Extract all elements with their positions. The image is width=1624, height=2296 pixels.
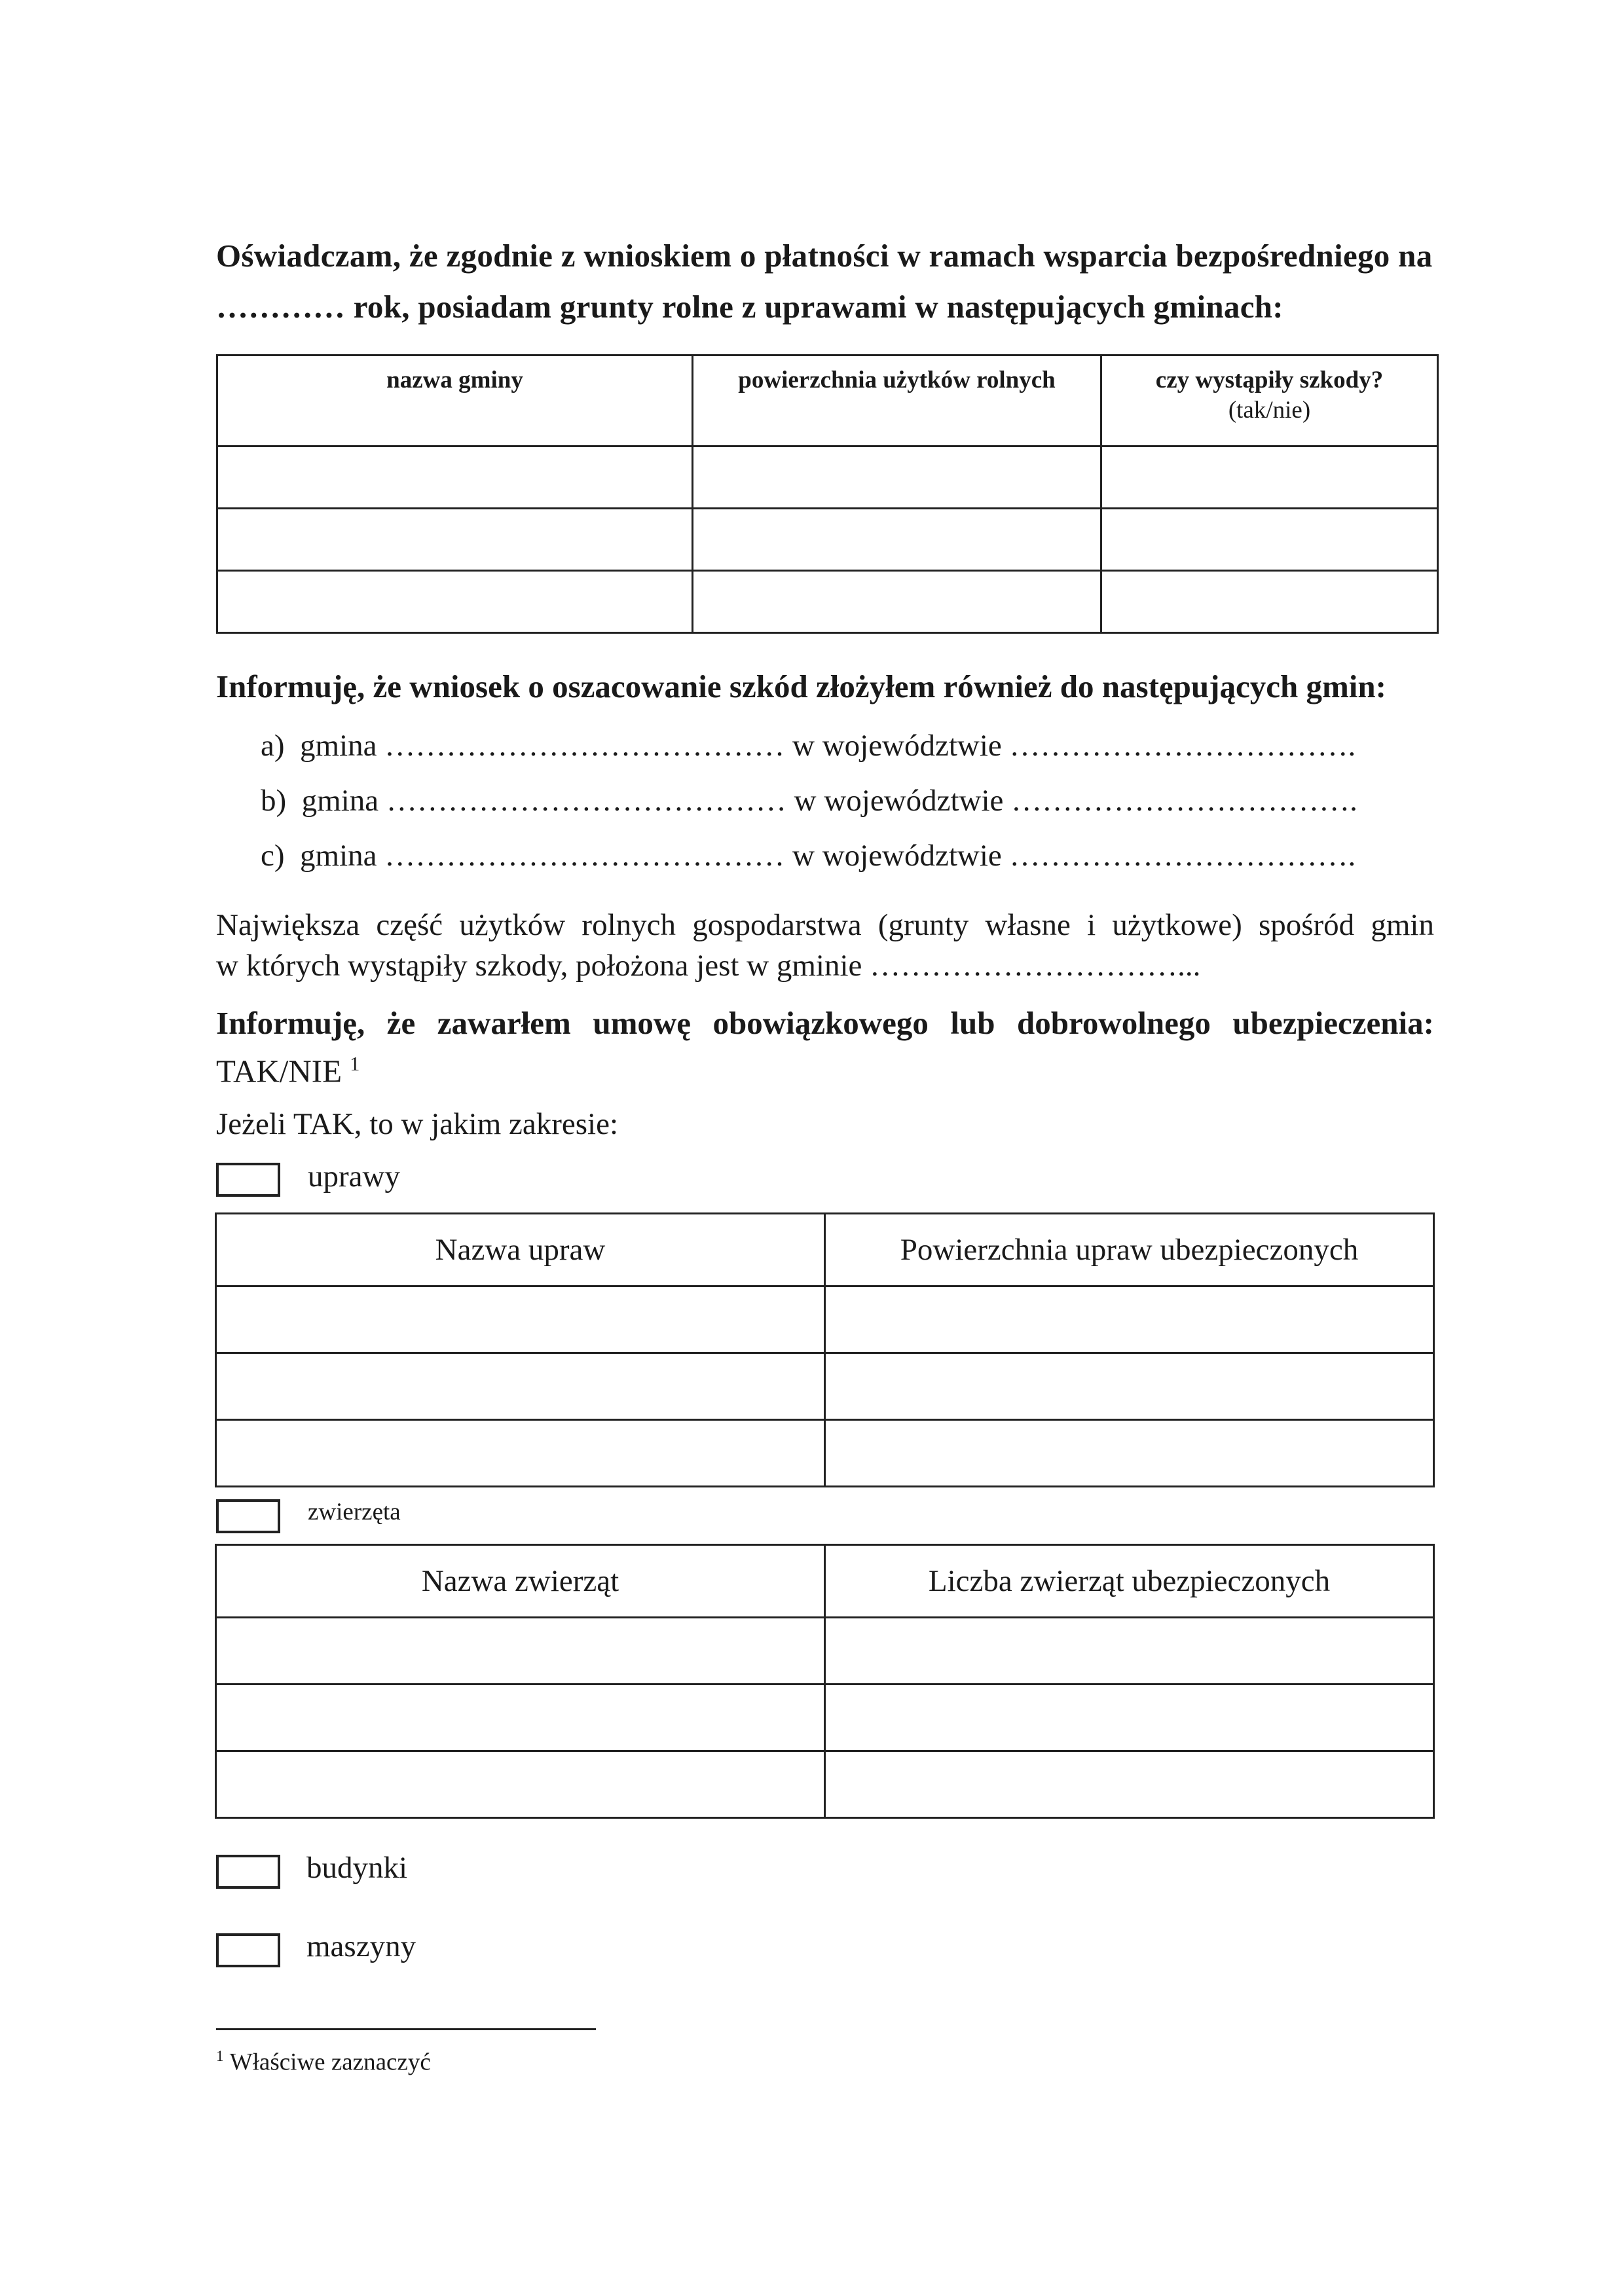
zwierze-count-cell[interactable]: [825, 1751, 1434, 1818]
table-row: [216, 1420, 1434, 1487]
ubezpieczenie-paragraph: [216, 1003, 1434, 1091]
uprawy-table: [215, 1212, 1435, 1487]
table-row: [216, 1618, 1434, 1685]
footnote-text: Właściwe zaznaczyć: [229, 2049, 431, 2076]
szkody-cell[interactable]: [1101, 509, 1438, 571]
item-woj-label: w województwie: [794, 784, 1004, 818]
gminy-table-header: [217, 355, 1438, 446]
gmina-name-cell[interactable]: [217, 509, 693, 571]
table-row: [216, 1353, 1434, 1420]
uprawy-label: uprawy: [308, 1159, 400, 1194]
header-liczba-zwierzat: Liczba zwierząt ubezpieczonych: [825, 1545, 1434, 1618]
uprawy-table-header: [216, 1214, 1434, 1286]
gminy-table: [216, 354, 1439, 634]
woj-fill-line[interactable]: …………………………….: [1009, 729, 1356, 763]
item-letter: c): [261, 839, 285, 873]
header-powierzchnia: powierzchnia użytków rolnych: [693, 355, 1101, 446]
table-row: [216, 1751, 1434, 1818]
najwieksza-line-2: w których wystąpiły szkody, położona jest w gminie …………………………...: [216, 949, 1201, 983]
list-item: [261, 728, 1356, 763]
header-nazwa-zwierzat: Nazwa zwierząt: [216, 1545, 825, 1618]
footnote-ref: 1: [350, 1053, 360, 1075]
uprawa-name-cell[interactable]: [216, 1353, 825, 1420]
gmina-fill-line[interactable]: …………………………………: [384, 839, 785, 873]
najwieksza-paragraph: [216, 905, 1434, 986]
uprawa-area-cell[interactable]: [825, 1286, 1434, 1353]
intro-line-1: Oświadczam, że zgodnie z wnioskiem o płatności w ramach wsparcia bezpośredniego na: [216, 238, 1433, 274]
table-row: [217, 446, 1438, 509]
footnote-mark: 1: [216, 2048, 224, 2064]
gmina-name-cell[interactable]: [217, 446, 693, 509]
item-letter: a): [261, 729, 285, 763]
gmina-name-cell[interactable]: [217, 571, 693, 633]
header-powierzchnia-upraw: Powierzchnia upraw ubezpieczonych: [825, 1214, 1434, 1286]
item-letter: b): [261, 784, 287, 818]
zwierze-name-cell[interactable]: [216, 1685, 825, 1751]
wniosek-heading: Informuję, że wniosek o oszacowanie szkód złożyłem również do następujących gmin:: [216, 668, 1386, 704]
zwierze-name-cell[interactable]: [216, 1751, 825, 1818]
intro-line-2: ………… rok, posiadam grunty rolne z uprawami w następujących gminach:: [216, 289, 1283, 325]
najwieksza-line-1: Największa część użytków rolnych gospodarstwa (grunty własne i użytkowe) spośród gmin: [216, 908, 1434, 942]
zwierzeta-table: [215, 1544, 1435, 1819]
uprawa-name-cell[interactable]: [216, 1420, 825, 1487]
powierzchnia-cell[interactable]: [693, 446, 1101, 509]
zwierzeta-checkbox[interactable]: [216, 1499, 280, 1533]
footnote: [216, 2048, 431, 2076]
intro-paragraph: [216, 230, 1447, 333]
item-woj-label: w województwie: [792, 839, 1002, 873]
szkody-cell[interactable]: [1101, 571, 1438, 633]
szkody-cell[interactable]: [1101, 446, 1438, 509]
uprawa-name-cell[interactable]: [216, 1286, 825, 1353]
table-row: [217, 571, 1438, 633]
uprawy-checkbox[interactable]: [216, 1163, 280, 1197]
zwierze-name-cell[interactable]: [216, 1618, 825, 1685]
zwierzeta-table-header: [216, 1545, 1434, 1618]
maszyny-label: maszyny: [306, 1929, 416, 1963]
table-row: [216, 1286, 1434, 1353]
footnote-divider: [216, 2028, 596, 2030]
uprawa-area-cell[interactable]: [825, 1353, 1434, 1420]
item-gmina-label: gmina: [300, 729, 377, 763]
powierzchnia-cell[interactable]: [693, 571, 1101, 633]
uprawa-area-cell[interactable]: [825, 1420, 1434, 1487]
list-item: [261, 783, 1357, 818]
item-woj-label: w województwie: [792, 729, 1002, 763]
powierzchnia-cell[interactable]: [693, 509, 1101, 571]
zwierze-count-cell[interactable]: [825, 1685, 1434, 1751]
table-row: [216, 1685, 1434, 1751]
item-gmina-label: gmina: [301, 784, 379, 818]
list-item: [261, 838, 1356, 873]
budynki-label: budynki: [306, 1851, 408, 1885]
tak-nie-answer[interactable]: TAK/NIE: [216, 1053, 342, 1089]
zwierze-count-cell[interactable]: [825, 1618, 1434, 1685]
gmina-fill-line[interactable]: …………………………………: [384, 729, 785, 763]
zwierzeta-label: zwierzęta: [308, 1499, 401, 1525]
budynki-checkbox[interactable]: [216, 1855, 280, 1889]
maszyny-checkbox[interactable]: [216, 1933, 280, 1967]
gmina-fill-line[interactable]: …………………………………: [386, 784, 786, 818]
item-gmina-label: gmina: [300, 839, 377, 873]
header-szkody-sub: (tak/nie): [1228, 397, 1311, 424]
header-szkody: czy wystąpiły szkody? (tak/nie): [1101, 355, 1438, 446]
woj-fill-line[interactable]: …………………………….: [1009, 839, 1356, 873]
woj-fill-line[interactable]: …………………………….: [1011, 784, 1357, 818]
header-nazwa-upraw: Nazwa upraw: [216, 1214, 825, 1286]
zakres-label: Jeżeli TAK, to w jakim zakresie:: [216, 1107, 619, 1141]
ubezpieczenie-line-2: [216, 1044, 1434, 1091]
table-row: [217, 509, 1438, 571]
header-nazwa-gminy: nazwa gminy: [217, 355, 693, 446]
ubezpieczenie-line-1: Informuję, że zawarłem umowę obowiązkowego lub dobrowolnego ubezpieczenia:: [216, 1005, 1434, 1041]
